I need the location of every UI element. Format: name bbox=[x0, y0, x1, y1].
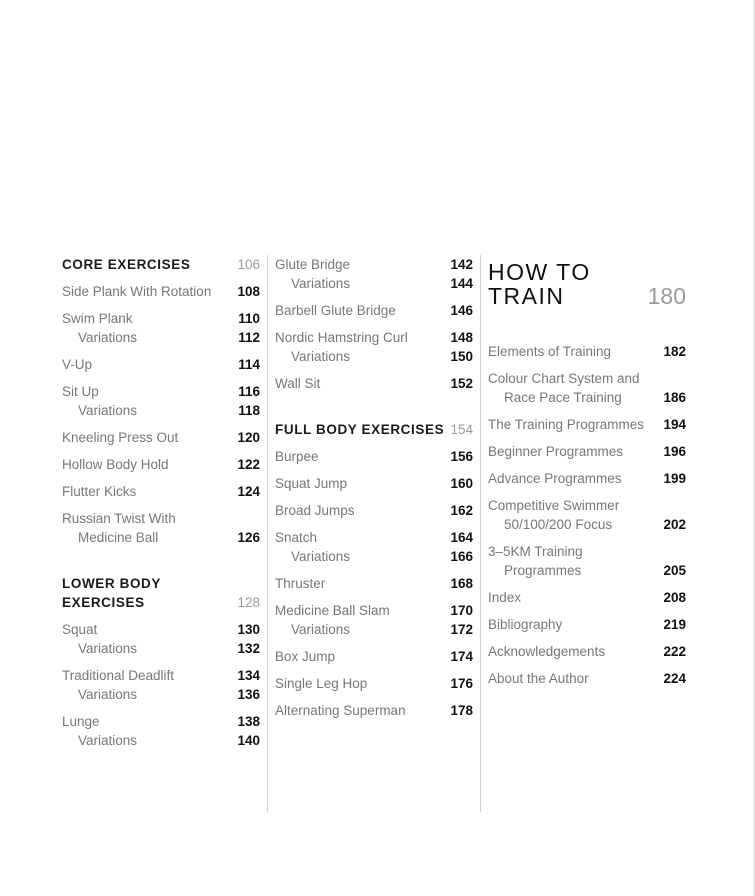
entry-line bbox=[488, 515, 686, 534]
toc-entry[interactable] bbox=[275, 328, 473, 366]
entry-line bbox=[275, 547, 473, 566]
toc-entry[interactable] bbox=[488, 615, 686, 634]
entry-label: Squat Jump bbox=[275, 476, 348, 491]
entry-line bbox=[275, 574, 473, 593]
entry-label: 50/100/200 Focus bbox=[504, 517, 613, 532]
entry-label: Box Jump bbox=[275, 649, 336, 664]
entry-label: Elements of Training bbox=[488, 344, 612, 359]
toc-entry[interactable] bbox=[62, 712, 260, 750]
entry-label: Hollow Body Hold bbox=[62, 457, 169, 472]
entry-line bbox=[275, 601, 473, 620]
entry-label: About the Author bbox=[488, 671, 589, 686]
entry-label: Barbell Glute Bridge bbox=[275, 303, 396, 318]
entry-label: Snatch bbox=[275, 530, 318, 545]
entry-line bbox=[488, 561, 686, 580]
toc-entry[interactable] bbox=[62, 309, 260, 347]
entry-line bbox=[62, 639, 260, 658]
full-body-section bbox=[275, 420, 473, 720]
entry-label: Broad Jumps bbox=[275, 503, 355, 518]
entry-line bbox=[488, 496, 686, 515]
entry-page-number: 194 bbox=[663, 417, 686, 432]
entry-page-number: 120 bbox=[237, 430, 260, 445]
entry-label: Alternating Superman bbox=[275, 703, 406, 718]
entry-label: Burpee bbox=[275, 449, 319, 464]
entry-page-number: 150 bbox=[450, 349, 473, 364]
entry-page-number: 108 bbox=[237, 284, 260, 299]
entry-page-number: 118 bbox=[238, 403, 260, 418]
toc-entry[interactable] bbox=[488, 469, 686, 488]
toc-entry[interactable] bbox=[488, 369, 686, 407]
entry-line bbox=[275, 374, 473, 393]
entry-label: Wall Sit bbox=[275, 376, 321, 391]
entry-label: Variations bbox=[291, 622, 351, 637]
entry-label: Variations bbox=[78, 733, 138, 748]
entry-line bbox=[62, 528, 260, 547]
toc-entry[interactable] bbox=[275, 301, 473, 320]
entry-page-number: 160 bbox=[450, 476, 473, 491]
entry-line bbox=[62, 666, 260, 685]
entry-line bbox=[62, 685, 260, 704]
entry-line bbox=[275, 620, 473, 639]
toc-entry[interactable] bbox=[488, 669, 686, 688]
entry-page-number: 174 bbox=[450, 649, 473, 664]
entry-line bbox=[62, 282, 260, 301]
entry-label: Beginner Programmes bbox=[488, 444, 624, 459]
entry-page-number: 202 bbox=[663, 517, 686, 532]
entry-page-number: 162 bbox=[450, 503, 473, 518]
toc-column-3 bbox=[488, 255, 686, 688]
entry-page-number: 176 bbox=[450, 676, 473, 691]
entry-line bbox=[62, 428, 260, 447]
entry-line bbox=[488, 615, 686, 634]
entry-label: V-Up bbox=[62, 357, 93, 372]
entry-line bbox=[62, 509, 260, 528]
toc-entry[interactable] bbox=[62, 428, 260, 447]
entry-line bbox=[488, 642, 686, 661]
entry-page-number: 136 bbox=[237, 687, 260, 702]
entry-page-number: 126 bbox=[237, 530, 260, 545]
toc-entry[interactable] bbox=[62, 509, 260, 547]
entry-page-number: 205 bbox=[663, 563, 686, 578]
entry-label: Variations bbox=[78, 687, 138, 702]
entry-line bbox=[275, 674, 473, 693]
core-exercises-section bbox=[62, 255, 260, 547]
entry-line bbox=[488, 542, 686, 561]
entry-page-number: 199 bbox=[663, 471, 686, 486]
toc-entry[interactable] bbox=[488, 442, 686, 461]
toc-entry[interactable] bbox=[62, 666, 260, 704]
entry-line bbox=[488, 442, 686, 461]
entry-page-number: 146 bbox=[450, 303, 473, 318]
toc-entry[interactable] bbox=[275, 574, 473, 593]
toc-entry[interactable] bbox=[488, 415, 686, 434]
entry-page-number: 116 bbox=[238, 384, 260, 399]
entry-label: Traditional Deadlift bbox=[62, 668, 175, 683]
entry-page-number: 166 bbox=[450, 549, 473, 564]
toc-entry[interactable] bbox=[275, 447, 473, 466]
entry-line bbox=[62, 482, 260, 501]
entry-page-number: 222 bbox=[663, 644, 686, 659]
column-divider bbox=[267, 255, 268, 812]
entry-line bbox=[275, 347, 473, 366]
entry-page-number: 196 bbox=[663, 444, 686, 459]
entry-label: Glute Bridge bbox=[275, 257, 351, 272]
entry-page-number: 122 bbox=[237, 457, 260, 472]
entry-line bbox=[275, 255, 473, 274]
entry-page-number: 144 bbox=[450, 276, 473, 291]
toc-entry[interactable] bbox=[62, 382, 260, 420]
entry-label: Variations bbox=[78, 641, 138, 656]
entry-line bbox=[488, 469, 686, 488]
entry-line bbox=[275, 701, 473, 720]
entry-label: Bibliography bbox=[488, 617, 563, 632]
entry-line bbox=[488, 388, 686, 407]
entry-line bbox=[275, 328, 473, 347]
toc-entry[interactable] bbox=[275, 647, 473, 666]
entry-line bbox=[275, 501, 473, 520]
entry-line bbox=[62, 382, 260, 401]
toc-entry[interactable] bbox=[62, 482, 260, 501]
toc-entry[interactable] bbox=[488, 642, 686, 661]
entry-page-number: 152 bbox=[450, 376, 473, 391]
entry-label: Medicine Ball Slam bbox=[275, 603, 390, 618]
entry-page-number: 114 bbox=[238, 357, 260, 372]
toc-column-1 bbox=[62, 255, 260, 777]
entry-line bbox=[488, 669, 686, 688]
entry-page-number: 112 bbox=[238, 330, 260, 345]
toc-entry[interactable] bbox=[488, 496, 686, 534]
entry-page-number: 224 bbox=[663, 671, 686, 686]
entry-label: Variations bbox=[78, 330, 138, 345]
entry-page-number: 110 bbox=[238, 311, 260, 326]
entry-label: 3–5KM Training bbox=[488, 544, 583, 559]
entry-line bbox=[62, 620, 260, 639]
toc-entry[interactable] bbox=[62, 282, 260, 301]
toc-entry[interactable] bbox=[275, 601, 473, 639]
toc-entry[interactable] bbox=[275, 474, 473, 493]
entry-page-number: 208 bbox=[663, 590, 686, 605]
entry-line bbox=[488, 415, 686, 434]
entry-line bbox=[62, 712, 260, 731]
toc-entry[interactable] bbox=[275, 701, 473, 720]
entry-page-number: 138 bbox=[237, 714, 260, 729]
entry-page-number: 134 bbox=[237, 668, 260, 683]
entry-line bbox=[62, 401, 260, 420]
entry-line bbox=[275, 274, 473, 293]
entry-page-number: 178 bbox=[450, 703, 473, 718]
entry-line bbox=[62, 328, 260, 347]
how-to-train-heading: HOW TO TRAIN 180 bbox=[488, 259, 686, 309]
entry-label: Race Pace Training bbox=[504, 390, 622, 405]
toc-entry[interactable] bbox=[62, 455, 260, 474]
entry-label: Variations bbox=[291, 549, 351, 564]
entry-line bbox=[488, 369, 686, 388]
entry-label: Thruster bbox=[275, 576, 326, 591]
entry-label: Variations bbox=[78, 403, 138, 418]
toc-entry[interactable] bbox=[275, 374, 473, 393]
entry-label: Advance Programmes bbox=[488, 471, 622, 486]
entry-label: Nordic Hamstring Curl bbox=[275, 330, 408, 345]
entry-label: Sit Up bbox=[62, 384, 99, 399]
section-heading: CORE EXERCISES 106 bbox=[62, 257, 260, 272]
toc-entry[interactable] bbox=[275, 501, 473, 520]
entry-line bbox=[62, 731, 260, 750]
entry-label: Acknowledgements bbox=[488, 644, 606, 659]
entry-page-number: 170 bbox=[450, 603, 473, 618]
entry-label: Lunge bbox=[62, 714, 100, 729]
entry-line bbox=[275, 474, 473, 493]
entry-label: Colour Chart System and bbox=[488, 371, 640, 386]
entry-page-number: 168 bbox=[450, 576, 473, 591]
entry-page-number: 130 bbox=[237, 622, 260, 637]
toc-entry[interactable] bbox=[62, 355, 260, 374]
section-heading: FULL BODY EXERCISES 154 bbox=[275, 422, 473, 437]
toc-entry[interactable] bbox=[488, 542, 686, 580]
entry-label: Russian Twist With bbox=[62, 511, 176, 526]
entry-label: Swim Plank bbox=[62, 311, 133, 326]
entry-label: The Training Programmes bbox=[488, 417, 645, 432]
toc-entry[interactable] bbox=[488, 342, 686, 361]
entry-label: Competitive Swimmer bbox=[488, 498, 620, 513]
entry-line bbox=[275, 447, 473, 466]
entry-label: Programmes bbox=[504, 563, 582, 578]
entry-line bbox=[62, 455, 260, 474]
toc-column-2 bbox=[275, 255, 473, 747]
entry-label: Medicine Ball bbox=[78, 530, 159, 545]
entry-page-number: 132 bbox=[237, 641, 260, 656]
entry-page-number: 156 bbox=[450, 449, 473, 464]
entry-line bbox=[62, 309, 260, 328]
entry-line bbox=[488, 342, 686, 361]
entry-line bbox=[488, 588, 686, 607]
entry-page-number: 164 bbox=[450, 530, 473, 545]
toc-entry[interactable] bbox=[275, 528, 473, 566]
entry-label: Side Plank With Rotation bbox=[62, 284, 212, 299]
entry-page-number: 140 bbox=[237, 733, 260, 748]
entry-label: Index bbox=[488, 590, 522, 605]
entry-line bbox=[62, 355, 260, 374]
entry-line bbox=[275, 647, 473, 666]
entry-page-number: 172 bbox=[450, 622, 473, 637]
entry-page-number: 148 bbox=[450, 330, 473, 345]
entry-label: Squat bbox=[62, 622, 98, 637]
entry-label: Kneeling Press Out bbox=[62, 430, 179, 445]
toc-entry[interactable] bbox=[62, 620, 260, 658]
entry-page-number: 186 bbox=[663, 390, 686, 405]
entry-page-number: 142 bbox=[450, 257, 473, 272]
entry-line bbox=[275, 301, 473, 320]
column-divider bbox=[480, 255, 481, 812]
entry-label: Single Leg Hop bbox=[275, 676, 368, 691]
toc-entry[interactable] bbox=[275, 674, 473, 693]
entry-page-number: 124 bbox=[237, 484, 260, 499]
section-heading: LOWER BODY EXERCISES 128 bbox=[62, 576, 260, 610]
lower-body-continued bbox=[275, 255, 473, 393]
entry-page-number: 182 bbox=[663, 344, 686, 359]
toc-entry[interactable] bbox=[275, 255, 473, 293]
entry-label: Variations bbox=[291, 276, 351, 291]
entry-page-number: 219 bbox=[663, 617, 686, 632]
entry-label: Variations bbox=[291, 349, 351, 364]
toc-entry[interactable] bbox=[488, 588, 686, 607]
lower-body-section bbox=[62, 574, 260, 750]
entry-line bbox=[275, 528, 473, 547]
entry-label: Flutter Kicks bbox=[62, 484, 137, 499]
